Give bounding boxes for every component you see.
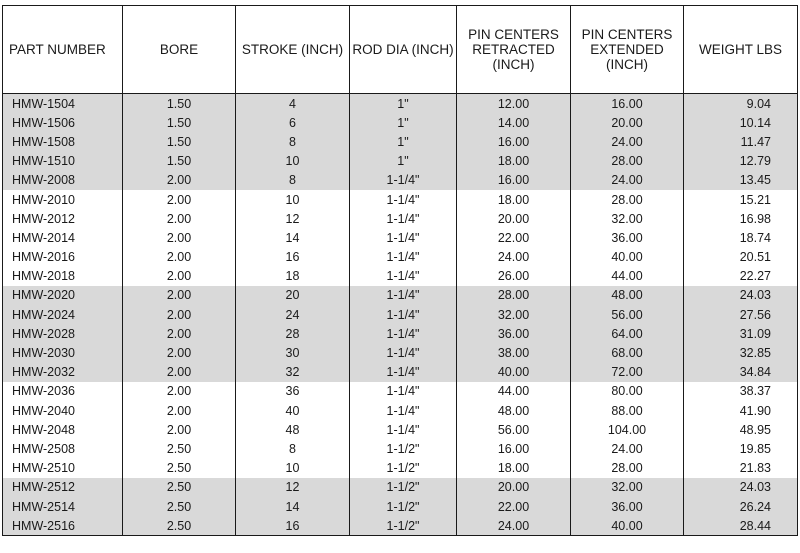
cell-bore: 2.00 [123,324,236,343]
cell-bore: 2.00 [123,267,236,286]
cell-rod-dia: 1-1/4" [350,382,457,401]
cell-extended: 104.00 [571,420,684,439]
cell-extended: 88.00 [571,401,684,420]
table-row [3,132,798,151]
cell-retracted: 40.00 [457,363,571,382]
cell-retracted: 18.00 [457,459,571,478]
table-row [3,459,798,478]
cell-extended: 32.00 [571,209,684,228]
cell-extended: 44.00 [571,267,684,286]
cell-part-number: HMW-2510 [3,459,123,478]
table-row [3,248,798,267]
header-part-number: PART NUMBER [3,6,123,94]
cell-retracted: 12.00 [457,94,571,114]
cell-retracted: 26.00 [457,267,571,286]
cell-extended: 20.00 [571,113,684,132]
cell-weight: 34.84 [684,363,798,382]
cell-retracted: 20.00 [457,209,571,228]
cell-rod-dia: 1-1/2" [350,439,457,458]
cell-part-number: HMW-2048 [3,420,123,439]
cell-retracted: 18.00 [457,190,571,209]
cell-weight: 26.24 [684,497,798,516]
cell-stroke: 16 [236,248,350,267]
cell-weight: 18.74 [684,228,798,247]
cell-extended: 16.00 [571,94,684,114]
cell-extended: 24.00 [571,171,684,190]
cell-weight: 15.21 [684,190,798,209]
cell-weight: 13.45 [684,171,798,190]
cell-retracted: 38.00 [457,343,571,362]
cell-rod-dia: 1-1/4" [350,171,457,190]
cell-bore: 1.50 [123,113,236,132]
cell-bore: 1.50 [123,132,236,151]
table-row [3,113,798,132]
table-row [3,190,798,209]
cell-weight: 31.09 [684,324,798,343]
cell-extended: 28.00 [571,190,684,209]
cell-part-number: HMW-2012 [3,209,123,228]
cell-rod-dia: 1-1/4" [350,267,457,286]
cell-part-number: HMW-2516 [3,516,123,536]
cell-rod-dia: 1-1/4" [350,305,457,324]
cell-part-number: HMW-2010 [3,190,123,209]
cell-bore: 2.00 [123,190,236,209]
header-row [3,6,798,94]
cell-stroke: 18 [236,267,350,286]
cell-extended: 28.00 [571,152,684,171]
cell-bore: 2.00 [123,343,236,362]
cell-retracted: 32.00 [457,305,571,324]
header-pin-centers-extended [571,6,684,94]
cell-retracted: 24.00 [457,516,571,536]
cell-extended: 36.00 [571,228,684,247]
cell-part-number: HMW-2036 [3,382,123,401]
cell-bore: 2.50 [123,497,236,516]
header-retracted-line-3: (INCH) [492,57,535,72]
cell-retracted: 24.00 [457,248,571,267]
cell-part-number: HMW-2014 [3,228,123,247]
cell-part-number: HMW-2020 [3,286,123,305]
table-row [3,420,798,439]
cell-stroke: 10 [236,459,350,478]
cell-retracted: 16.00 [457,171,571,190]
table-row [3,516,798,536]
table-row [3,401,798,420]
header-extended-line-3: (INCH) [606,57,648,72]
cell-stroke: 24 [236,305,350,324]
cell-extended: 24.00 [571,439,684,458]
table-row [3,267,798,286]
cell-stroke: 30 [236,343,350,362]
cell-part-number: HMW-2024 [3,305,123,324]
cell-bore: 2.00 [123,420,236,439]
cell-bore: 2.50 [123,439,236,458]
header-weight: WEIGHT LBS [684,6,798,94]
cell-stroke: 6 [236,113,350,132]
table-row [3,94,798,114]
cell-part-number: HMW-2040 [3,401,123,420]
cell-rod-dia: 1" [350,152,457,171]
cell-part-number: HMW-1504 [3,94,123,114]
cell-retracted: 14.00 [457,113,571,132]
cell-bore: 2.50 [123,459,236,478]
cell-weight: 11.47 [684,132,798,151]
cell-stroke: 40 [236,401,350,420]
cell-extended: 64.00 [571,324,684,343]
cell-bore: 2.00 [123,228,236,247]
cell-part-number: HMW-2508 [3,439,123,458]
cell-weight: 10.14 [684,113,798,132]
cell-bore: 2.00 [123,363,236,382]
cell-extended: 80.00 [571,382,684,401]
cell-stroke: 8 [236,132,350,151]
cylinder-spec-table [2,5,798,536]
cell-stroke: 28 [236,324,350,343]
cell-weight: 9.04 [684,94,798,114]
table-row [3,439,798,458]
table-row [3,478,798,497]
cell-rod-dia: 1-1/4" [350,248,457,267]
cell-rod-dia: 1-1/4" [350,228,457,247]
cell-weight: 16.98 [684,209,798,228]
cell-part-number: HMW-2514 [3,497,123,516]
cell-weight: 48.95 [684,420,798,439]
cell-weight: 27.56 [684,305,798,324]
cell-stroke: 4 [236,94,350,114]
cell-part-number: HMW-1508 [3,132,123,151]
header-retracted-line-2: RETRACTED [472,42,555,57]
cell-part-number: HMW-2008 [3,171,123,190]
cell-extended: 24.00 [571,132,684,151]
cell-rod-dia: 1" [350,132,457,151]
cell-part-number: HMW-1506 [3,113,123,132]
cell-weight: 38.37 [684,382,798,401]
cell-extended: 68.00 [571,343,684,362]
table-row [3,305,798,324]
cell-rod-dia: 1-1/4" [350,401,457,420]
table-row [3,497,798,516]
cell-retracted: 36.00 [457,324,571,343]
table-row [3,286,798,305]
cell-retracted: 22.00 [457,497,571,516]
spec-table-container [2,5,797,550]
cell-stroke: 14 [236,228,350,247]
cell-part-number: HMW-2018 [3,267,123,286]
cell-retracted: 22.00 [457,228,571,247]
cell-bore: 1.50 [123,152,236,171]
cell-retracted: 20.00 [457,478,571,497]
cell-part-number: HMW-2512 [3,478,123,497]
cell-retracted: 44.00 [457,382,571,401]
cell-weight: 19.85 [684,439,798,458]
cell-stroke: 8 [236,171,350,190]
cell-retracted: 16.00 [457,132,571,151]
cell-rod-dia: 1-1/4" [350,209,457,228]
header-stroke: STROKE (INCH) [236,6,350,94]
cell-rod-dia: 1-1/4" [350,286,457,305]
cell-weight: 41.90 [684,401,798,420]
cell-part-number: HMW-2030 [3,343,123,362]
table-row [3,363,798,382]
cell-part-number: HMW-2028 [3,324,123,343]
table-row [3,382,798,401]
cell-stroke: 12 [236,478,350,497]
cell-extended: 48.00 [571,286,684,305]
cell-extended: 56.00 [571,305,684,324]
cell-rod-dia: 1-1/4" [350,363,457,382]
table-body [3,94,798,536]
cell-rod-dia: 1-1/2" [350,497,457,516]
cell-stroke: 10 [236,190,350,209]
cell-bore: 1.50 [123,94,236,114]
cell-bore: 2.50 [123,516,236,536]
cell-bore: 2.00 [123,248,236,267]
cell-weight: 21.83 [684,459,798,478]
cell-bore: 2.00 [123,286,236,305]
table-row [3,228,798,247]
cell-extended: 40.00 [571,516,684,536]
cell-stroke: 12 [236,209,350,228]
cell-bore: 2.00 [123,305,236,324]
cell-retracted: 18.00 [457,152,571,171]
header-extended-line-1: PIN CENTERS [581,27,673,42]
cell-bore: 2.00 [123,401,236,420]
cell-weight: 22.27 [684,267,798,286]
header-extended-line-2: EXTENDED [590,42,664,57]
cell-extended: 72.00 [571,363,684,382]
cell-stroke: 32 [236,363,350,382]
cell-extended: 36.00 [571,497,684,516]
cell-stroke: 14 [236,497,350,516]
cell-weight: 24.03 [684,286,798,305]
cell-rod-dia: 1-1/2" [350,516,457,536]
cell-stroke: 48 [236,420,350,439]
cell-extended: 40.00 [571,248,684,267]
cell-stroke: 10 [236,152,350,171]
cell-weight: 32.85 [684,343,798,362]
cell-bore: 2.00 [123,382,236,401]
header-pin-centers-retracted [457,6,571,94]
header-retracted-line-1: PIN CENTERS [468,27,559,42]
cell-rod-dia: 1-1/2" [350,478,457,497]
cell-bore: 2.50 [123,478,236,497]
table-row [3,209,798,228]
table-row [3,171,798,190]
cell-rod-dia: 1-1/4" [350,343,457,362]
cell-rod-dia: 1" [350,94,457,114]
cell-part-number: HMW-1510 [3,152,123,171]
cell-stroke: 36 [236,382,350,401]
cell-retracted: 56.00 [457,420,571,439]
cell-bore: 2.00 [123,209,236,228]
cell-stroke: 20 [236,286,350,305]
table-row [3,324,798,343]
table-row [3,343,798,362]
cell-part-number: HMW-2032 [3,363,123,382]
header-rod-dia: ROD DIA (INCH) [350,6,457,94]
cell-rod-dia: 1-1/2" [350,459,457,478]
cell-weight: 20.51 [684,248,798,267]
cell-weight: 28.44 [684,516,798,536]
cell-retracted: 16.00 [457,439,571,458]
cell-extended: 28.00 [571,459,684,478]
cell-rod-dia: 1-1/4" [350,324,457,343]
cell-extended: 32.00 [571,478,684,497]
cell-bore: 2.00 [123,171,236,190]
cell-retracted: 28.00 [457,286,571,305]
cell-rod-dia: 1" [350,113,457,132]
cell-rod-dia: 1-1/4" [350,190,457,209]
cell-stroke: 8 [236,439,350,458]
header-bore: BORE [123,6,236,94]
cell-retracted: 48.00 [457,401,571,420]
cell-part-number: HMW-2016 [3,248,123,267]
cell-stroke: 16 [236,516,350,536]
cell-weight: 24.03 [684,478,798,497]
table-row [3,152,798,171]
cell-weight: 12.79 [684,152,798,171]
cell-rod-dia: 1-1/4" [350,420,457,439]
